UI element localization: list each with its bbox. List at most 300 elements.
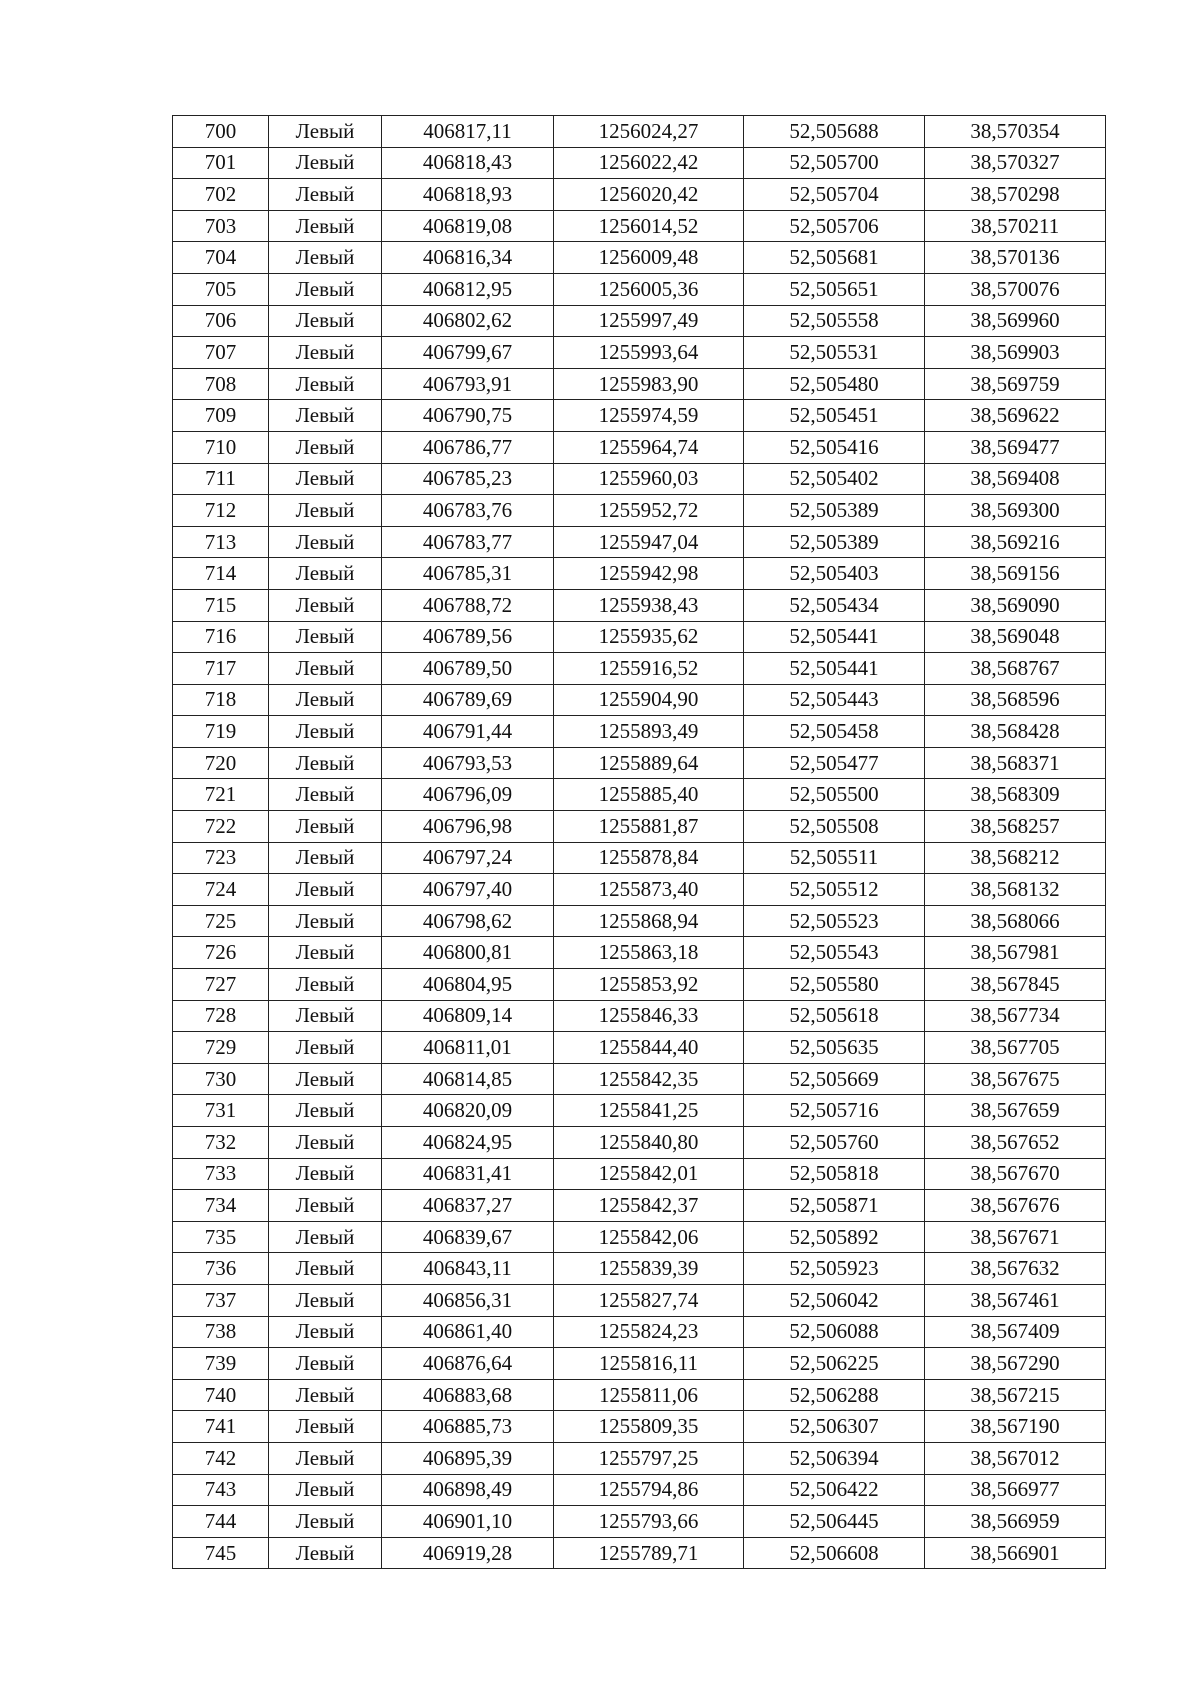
x-coordinate-cell: 406796,09 bbox=[382, 779, 554, 811]
y-coordinate-cell: 1255789,71 bbox=[554, 1537, 744, 1569]
point-number-cell: 721 bbox=[173, 779, 269, 811]
point-number-cell: 708 bbox=[173, 368, 269, 400]
longitude-cell: 38,566901 bbox=[925, 1537, 1106, 1569]
side-cell: Левый bbox=[269, 242, 382, 274]
x-coordinate-cell: 406789,56 bbox=[382, 621, 554, 653]
latitude-cell: 52,505477 bbox=[744, 747, 925, 779]
point-number-cell: 729 bbox=[173, 1032, 269, 1064]
coordinates-table-body bbox=[173, 116, 1106, 1569]
point-number-cell: 724 bbox=[173, 874, 269, 906]
side-cell: Левый bbox=[269, 1158, 382, 1190]
point-number-cell: 715 bbox=[173, 589, 269, 621]
y-coordinate-cell: 1255842,37 bbox=[554, 1190, 744, 1222]
table-row bbox=[173, 747, 1106, 779]
table-row bbox=[173, 337, 1106, 369]
y-coordinate-cell: 1256014,52 bbox=[554, 210, 744, 242]
point-number-cell: 718 bbox=[173, 684, 269, 716]
side-cell: Левый bbox=[269, 1221, 382, 1253]
latitude-cell: 52,506042 bbox=[744, 1284, 925, 1316]
point-number-cell: 733 bbox=[173, 1158, 269, 1190]
x-coordinate-cell: 406816,34 bbox=[382, 242, 554, 274]
side-cell: Левый bbox=[269, 905, 382, 937]
longitude-cell: 38,568132 bbox=[925, 874, 1106, 906]
longitude-cell: 38,570211 bbox=[925, 210, 1106, 242]
y-coordinate-cell: 1255841,25 bbox=[554, 1095, 744, 1127]
latitude-cell: 52,505923 bbox=[744, 1253, 925, 1285]
latitude-cell: 52,506445 bbox=[744, 1506, 925, 1538]
side-cell: Левый bbox=[269, 1506, 382, 1538]
x-coordinate-cell: 406798,62 bbox=[382, 905, 554, 937]
table-row bbox=[173, 874, 1106, 906]
latitude-cell: 52,505580 bbox=[744, 969, 925, 1001]
table-row bbox=[173, 1537, 1106, 1569]
side-cell: Левый bbox=[269, 1253, 382, 1285]
y-coordinate-cell: 1255842,01 bbox=[554, 1158, 744, 1190]
point-number-cell: 737 bbox=[173, 1284, 269, 1316]
table-row bbox=[173, 1000, 1106, 1032]
y-coordinate-cell: 1256005,36 bbox=[554, 273, 744, 305]
x-coordinate-cell: 406812,95 bbox=[382, 273, 554, 305]
latitude-cell: 52,505704 bbox=[744, 179, 925, 211]
point-number-cell: 705 bbox=[173, 273, 269, 305]
latitude-cell: 52,505451 bbox=[744, 400, 925, 432]
longitude-cell: 38,567676 bbox=[925, 1190, 1106, 1222]
x-coordinate-cell: 406818,43 bbox=[382, 147, 554, 179]
x-coordinate-cell: 406814,85 bbox=[382, 1063, 554, 1095]
side-cell: Левый bbox=[269, 716, 382, 748]
point-number-cell: 739 bbox=[173, 1348, 269, 1380]
latitude-cell: 52,505500 bbox=[744, 779, 925, 811]
side-cell: Левый bbox=[269, 1316, 382, 1348]
y-coordinate-cell: 1255873,40 bbox=[554, 874, 744, 906]
x-coordinate-cell: 406789,69 bbox=[382, 684, 554, 716]
point-number-cell: 742 bbox=[173, 1442, 269, 1474]
side-cell: Левый bbox=[269, 337, 382, 369]
longitude-cell: 38,567981 bbox=[925, 937, 1106, 969]
latitude-cell: 52,505818 bbox=[744, 1158, 925, 1190]
table-row bbox=[173, 1348, 1106, 1380]
table-row bbox=[173, 905, 1106, 937]
side-cell: Левый bbox=[269, 1379, 382, 1411]
latitude-cell: 52,505508 bbox=[744, 811, 925, 843]
side-cell: Левый bbox=[269, 1284, 382, 1316]
x-coordinate-cell: 406797,24 bbox=[382, 842, 554, 874]
x-coordinate-cell: 406898,49 bbox=[382, 1474, 554, 1506]
latitude-cell: 52,505441 bbox=[744, 653, 925, 685]
y-coordinate-cell: 1255938,43 bbox=[554, 589, 744, 621]
longitude-cell: 38,567409 bbox=[925, 1316, 1106, 1348]
table-row bbox=[173, 811, 1106, 843]
x-coordinate-cell: 406831,41 bbox=[382, 1158, 554, 1190]
point-number-cell: 732 bbox=[173, 1127, 269, 1159]
table-row bbox=[173, 716, 1106, 748]
longitude-cell: 38,569090 bbox=[925, 589, 1106, 621]
point-number-cell: 744 bbox=[173, 1506, 269, 1538]
latitude-cell: 52,505402 bbox=[744, 463, 925, 495]
side-cell: Левый bbox=[269, 684, 382, 716]
y-coordinate-cell: 1255904,90 bbox=[554, 684, 744, 716]
longitude-cell: 38,567461 bbox=[925, 1284, 1106, 1316]
y-coordinate-cell: 1255794,86 bbox=[554, 1474, 744, 1506]
x-coordinate-cell: 406785,31 bbox=[382, 558, 554, 590]
longitude-cell: 38,567012 bbox=[925, 1442, 1106, 1474]
point-number-cell: 725 bbox=[173, 905, 269, 937]
x-coordinate-cell: 406895,39 bbox=[382, 1442, 554, 1474]
side-cell: Левый bbox=[269, 1348, 382, 1380]
table-row bbox=[173, 1063, 1106, 1095]
x-coordinate-cell: 406820,09 bbox=[382, 1095, 554, 1127]
longitude-cell: 38,567675 bbox=[925, 1063, 1106, 1095]
longitude-cell: 38,568309 bbox=[925, 779, 1106, 811]
latitude-cell: 52,506307 bbox=[744, 1411, 925, 1443]
point-number-cell: 736 bbox=[173, 1253, 269, 1285]
side-cell: Левый bbox=[269, 1000, 382, 1032]
latitude-cell: 52,505523 bbox=[744, 905, 925, 937]
y-coordinate-cell: 1255844,40 bbox=[554, 1032, 744, 1064]
table-row bbox=[173, 1127, 1106, 1159]
y-coordinate-cell: 1255824,23 bbox=[554, 1316, 744, 1348]
side-cell: Левый bbox=[269, 305, 382, 337]
side-cell: Левый bbox=[269, 1095, 382, 1127]
longitude-cell: 38,569903 bbox=[925, 337, 1106, 369]
table-row bbox=[173, 147, 1106, 179]
latitude-cell: 52,505892 bbox=[744, 1221, 925, 1253]
longitude-cell: 38,569759 bbox=[925, 368, 1106, 400]
point-number-cell: 727 bbox=[173, 969, 269, 1001]
y-coordinate-cell: 1255839,39 bbox=[554, 1253, 744, 1285]
side-cell: Левый bbox=[269, 1442, 382, 1474]
side-cell: Левый bbox=[269, 589, 382, 621]
longitude-cell: 38,570354 bbox=[925, 116, 1106, 148]
y-coordinate-cell: 1255868,94 bbox=[554, 905, 744, 937]
x-coordinate-cell: 406883,68 bbox=[382, 1379, 554, 1411]
longitude-cell: 38,567290 bbox=[925, 1348, 1106, 1380]
table-row bbox=[173, 210, 1106, 242]
side-cell: Левый bbox=[269, 1032, 382, 1064]
x-coordinate-cell: 406837,27 bbox=[382, 1190, 554, 1222]
point-number-cell: 709 bbox=[173, 400, 269, 432]
x-coordinate-cell: 406783,76 bbox=[382, 495, 554, 527]
table-row bbox=[173, 558, 1106, 590]
latitude-cell: 52,505700 bbox=[744, 147, 925, 179]
x-coordinate-cell: 406919,28 bbox=[382, 1537, 554, 1569]
table-row bbox=[173, 969, 1106, 1001]
side-cell: Левый bbox=[269, 937, 382, 969]
point-number-cell: 714 bbox=[173, 558, 269, 590]
table-row bbox=[173, 779, 1106, 811]
y-coordinate-cell: 1255793,66 bbox=[554, 1506, 744, 1538]
y-coordinate-cell: 1255885,40 bbox=[554, 779, 744, 811]
latitude-cell: 52,505635 bbox=[744, 1032, 925, 1064]
x-coordinate-cell: 406802,62 bbox=[382, 305, 554, 337]
latitude-cell: 52,505618 bbox=[744, 1000, 925, 1032]
y-coordinate-cell: 1255960,03 bbox=[554, 463, 744, 495]
x-coordinate-cell: 406799,67 bbox=[382, 337, 554, 369]
side-cell: Левый bbox=[269, 969, 382, 1001]
x-coordinate-cell: 406789,50 bbox=[382, 653, 554, 685]
point-number-cell: 734 bbox=[173, 1190, 269, 1222]
y-coordinate-cell: 1255947,04 bbox=[554, 526, 744, 558]
x-coordinate-cell: 406788,72 bbox=[382, 589, 554, 621]
side-cell: Левый bbox=[269, 431, 382, 463]
table-row bbox=[173, 1506, 1106, 1538]
side-cell: Левый bbox=[269, 779, 382, 811]
latitude-cell: 52,505458 bbox=[744, 716, 925, 748]
table-row bbox=[173, 526, 1106, 558]
longitude-cell: 38,567670 bbox=[925, 1158, 1106, 1190]
table-row bbox=[173, 116, 1106, 148]
point-number-cell: 712 bbox=[173, 495, 269, 527]
table-row bbox=[173, 1253, 1106, 1285]
x-coordinate-cell: 406901,10 bbox=[382, 1506, 554, 1538]
table-row bbox=[173, 495, 1106, 527]
y-coordinate-cell: 1255816,11 bbox=[554, 1348, 744, 1380]
side-cell: Левый bbox=[269, 1411, 382, 1443]
side-cell: Левый bbox=[269, 1063, 382, 1095]
x-coordinate-cell: 406839,67 bbox=[382, 1221, 554, 1253]
x-coordinate-cell: 406861,40 bbox=[382, 1316, 554, 1348]
point-number-cell: 704 bbox=[173, 242, 269, 274]
table-row bbox=[173, 1411, 1106, 1443]
point-number-cell: 706 bbox=[173, 305, 269, 337]
side-cell: Левый bbox=[269, 1127, 382, 1159]
y-coordinate-cell: 1255935,62 bbox=[554, 621, 744, 653]
latitude-cell: 52,506088 bbox=[744, 1316, 925, 1348]
y-coordinate-cell: 1256022,42 bbox=[554, 147, 744, 179]
latitude-cell: 52,505441 bbox=[744, 621, 925, 653]
x-coordinate-cell: 406824,95 bbox=[382, 1127, 554, 1159]
latitude-cell: 52,506608 bbox=[744, 1537, 925, 1569]
latitude-cell: 52,505389 bbox=[744, 495, 925, 527]
point-number-cell: 722 bbox=[173, 811, 269, 843]
longitude-cell: 38,568767 bbox=[925, 653, 1106, 685]
side-cell: Левый bbox=[269, 842, 382, 874]
longitude-cell: 38,569156 bbox=[925, 558, 1106, 590]
y-coordinate-cell: 1255842,35 bbox=[554, 1063, 744, 1095]
longitude-cell: 38,568257 bbox=[925, 811, 1106, 843]
x-coordinate-cell: 406786,77 bbox=[382, 431, 554, 463]
x-coordinate-cell: 406793,91 bbox=[382, 368, 554, 400]
point-number-cell: 701 bbox=[173, 147, 269, 179]
longitude-cell: 38,568596 bbox=[925, 684, 1106, 716]
latitude-cell: 52,505389 bbox=[744, 526, 925, 558]
y-coordinate-cell: 1255974,59 bbox=[554, 400, 744, 432]
latitude-cell: 52,505871 bbox=[744, 1190, 925, 1222]
x-coordinate-cell: 406800,81 bbox=[382, 937, 554, 969]
x-coordinate-cell: 406791,44 bbox=[382, 716, 554, 748]
point-number-cell: 728 bbox=[173, 1000, 269, 1032]
point-number-cell: 716 bbox=[173, 621, 269, 653]
latitude-cell: 52,505669 bbox=[744, 1063, 925, 1095]
x-coordinate-cell: 406804,95 bbox=[382, 969, 554, 1001]
table-row bbox=[173, 305, 1106, 337]
side-cell: Левый bbox=[269, 179, 382, 211]
y-coordinate-cell: 1255809,35 bbox=[554, 1411, 744, 1443]
latitude-cell: 52,505443 bbox=[744, 684, 925, 716]
point-number-cell: 707 bbox=[173, 337, 269, 369]
table-row bbox=[173, 1442, 1106, 1474]
point-number-cell: 740 bbox=[173, 1379, 269, 1411]
point-number-cell: 719 bbox=[173, 716, 269, 748]
x-coordinate-cell: 406817,11 bbox=[382, 116, 554, 148]
side-cell: Левый bbox=[269, 400, 382, 432]
y-coordinate-cell: 1255863,18 bbox=[554, 937, 744, 969]
point-number-cell: 700 bbox=[173, 116, 269, 148]
latitude-cell: 52,506422 bbox=[744, 1474, 925, 1506]
point-number-cell: 741 bbox=[173, 1411, 269, 1443]
table-row bbox=[173, 431, 1106, 463]
side-cell: Левый bbox=[269, 1190, 382, 1222]
longitude-cell: 38,569216 bbox=[925, 526, 1106, 558]
y-coordinate-cell: 1255889,64 bbox=[554, 747, 744, 779]
table-row bbox=[173, 368, 1106, 400]
y-coordinate-cell: 1255997,49 bbox=[554, 305, 744, 337]
point-number-cell: 745 bbox=[173, 1537, 269, 1569]
latitude-cell: 52,505651 bbox=[744, 273, 925, 305]
table-row bbox=[173, 1379, 1106, 1411]
longitude-cell: 38,569300 bbox=[925, 495, 1106, 527]
point-number-cell: 738 bbox=[173, 1316, 269, 1348]
y-coordinate-cell: 1256020,42 bbox=[554, 179, 744, 211]
x-coordinate-cell: 406819,08 bbox=[382, 210, 554, 242]
x-coordinate-cell: 406785,23 bbox=[382, 463, 554, 495]
table-row bbox=[173, 653, 1106, 685]
x-coordinate-cell: 406790,75 bbox=[382, 400, 554, 432]
y-coordinate-cell: 1255827,74 bbox=[554, 1284, 744, 1316]
longitude-cell: 38,568428 bbox=[925, 716, 1106, 748]
x-coordinate-cell: 406856,31 bbox=[382, 1284, 554, 1316]
table-row bbox=[173, 273, 1106, 305]
longitude-cell: 38,569048 bbox=[925, 621, 1106, 653]
longitude-cell: 38,567190 bbox=[925, 1411, 1106, 1443]
table-row bbox=[173, 1190, 1106, 1222]
point-number-cell: 710 bbox=[173, 431, 269, 463]
longitude-cell: 38,569960 bbox=[925, 305, 1106, 337]
latitude-cell: 52,505706 bbox=[744, 210, 925, 242]
latitude-cell: 52,505416 bbox=[744, 431, 925, 463]
point-number-cell: 702 bbox=[173, 179, 269, 211]
point-number-cell: 743 bbox=[173, 1474, 269, 1506]
x-coordinate-cell: 406876,64 bbox=[382, 1348, 554, 1380]
longitude-cell: 38,570076 bbox=[925, 273, 1106, 305]
longitude-cell: 38,569477 bbox=[925, 431, 1106, 463]
longitude-cell: 38,567671 bbox=[925, 1221, 1106, 1253]
x-coordinate-cell: 406809,14 bbox=[382, 1000, 554, 1032]
longitude-cell: 38,567652 bbox=[925, 1127, 1106, 1159]
longitude-cell: 38,570298 bbox=[925, 179, 1106, 211]
table-row bbox=[173, 937, 1106, 969]
latitude-cell: 52,506394 bbox=[744, 1442, 925, 1474]
side-cell: Левый bbox=[269, 1537, 382, 1569]
side-cell: Левый bbox=[269, 495, 382, 527]
latitude-cell: 52,505403 bbox=[744, 558, 925, 590]
longitude-cell: 38,568066 bbox=[925, 905, 1106, 937]
side-cell: Левый bbox=[269, 116, 382, 148]
latitude-cell: 52,505558 bbox=[744, 305, 925, 337]
point-number-cell: 703 bbox=[173, 210, 269, 242]
longitude-cell: 38,566959 bbox=[925, 1506, 1106, 1538]
y-coordinate-cell: 1255811,06 bbox=[554, 1379, 744, 1411]
point-number-cell: 731 bbox=[173, 1095, 269, 1127]
table-row bbox=[173, 400, 1106, 432]
latitude-cell: 52,505760 bbox=[744, 1127, 925, 1159]
y-coordinate-cell: 1255842,06 bbox=[554, 1221, 744, 1253]
side-cell: Левый bbox=[269, 874, 382, 906]
longitude-cell: 38,568212 bbox=[925, 842, 1106, 874]
point-number-cell: 720 bbox=[173, 747, 269, 779]
y-coordinate-cell: 1255993,64 bbox=[554, 337, 744, 369]
longitude-cell: 38,567215 bbox=[925, 1379, 1106, 1411]
y-coordinate-cell: 1255916,52 bbox=[554, 653, 744, 685]
latitude-cell: 52,505531 bbox=[744, 337, 925, 369]
y-coordinate-cell: 1256009,48 bbox=[554, 242, 744, 274]
longitude-cell: 38,566977 bbox=[925, 1474, 1106, 1506]
y-coordinate-cell: 1255797,25 bbox=[554, 1442, 744, 1474]
latitude-cell: 52,505688 bbox=[744, 116, 925, 148]
side-cell: Левый bbox=[269, 273, 382, 305]
side-cell: Левый bbox=[269, 653, 382, 685]
longitude-cell: 38,567705 bbox=[925, 1032, 1106, 1064]
side-cell: Левый bbox=[269, 747, 382, 779]
x-coordinate-cell: 406793,53 bbox=[382, 747, 554, 779]
point-number-cell: 713 bbox=[173, 526, 269, 558]
side-cell: Левый bbox=[269, 558, 382, 590]
table-row bbox=[173, 1158, 1106, 1190]
y-coordinate-cell: 1255881,87 bbox=[554, 811, 744, 843]
side-cell: Левый bbox=[269, 1474, 382, 1506]
side-cell: Левый bbox=[269, 210, 382, 242]
latitude-cell: 52,506288 bbox=[744, 1379, 925, 1411]
side-cell: Левый bbox=[269, 368, 382, 400]
y-coordinate-cell: 1256024,27 bbox=[554, 116, 744, 148]
latitude-cell: 52,505543 bbox=[744, 937, 925, 969]
table-row bbox=[173, 589, 1106, 621]
y-coordinate-cell: 1255840,80 bbox=[554, 1127, 744, 1159]
longitude-cell: 38,570136 bbox=[925, 242, 1106, 274]
coordinates-table bbox=[172, 115, 1106, 1569]
table-row bbox=[173, 1316, 1106, 1348]
y-coordinate-cell: 1255952,72 bbox=[554, 495, 744, 527]
longitude-cell: 38,567734 bbox=[925, 1000, 1106, 1032]
point-number-cell: 723 bbox=[173, 842, 269, 874]
latitude-cell: 52,506225 bbox=[744, 1348, 925, 1380]
table-row bbox=[173, 242, 1106, 274]
side-cell: Левый bbox=[269, 147, 382, 179]
table-row bbox=[173, 1474, 1106, 1506]
side-cell: Левый bbox=[269, 463, 382, 495]
y-coordinate-cell: 1255878,84 bbox=[554, 842, 744, 874]
table-row bbox=[173, 621, 1106, 653]
y-coordinate-cell: 1255853,92 bbox=[554, 969, 744, 1001]
y-coordinate-cell: 1255846,33 bbox=[554, 1000, 744, 1032]
latitude-cell: 52,505434 bbox=[744, 589, 925, 621]
side-cell: Левый bbox=[269, 621, 382, 653]
point-number-cell: 726 bbox=[173, 937, 269, 969]
table-row bbox=[173, 463, 1106, 495]
table-row bbox=[173, 842, 1106, 874]
y-coordinate-cell: 1255942,98 bbox=[554, 558, 744, 590]
longitude-cell: 38,569408 bbox=[925, 463, 1106, 495]
y-coordinate-cell: 1255893,49 bbox=[554, 716, 744, 748]
side-cell: Левый bbox=[269, 811, 382, 843]
point-number-cell: 730 bbox=[173, 1063, 269, 1095]
side-cell: Левый bbox=[269, 526, 382, 558]
table-row bbox=[173, 1095, 1106, 1127]
x-coordinate-cell: 406811,01 bbox=[382, 1032, 554, 1064]
latitude-cell: 52,505716 bbox=[744, 1095, 925, 1127]
longitude-cell: 38,569622 bbox=[925, 400, 1106, 432]
x-coordinate-cell: 406885,73 bbox=[382, 1411, 554, 1443]
